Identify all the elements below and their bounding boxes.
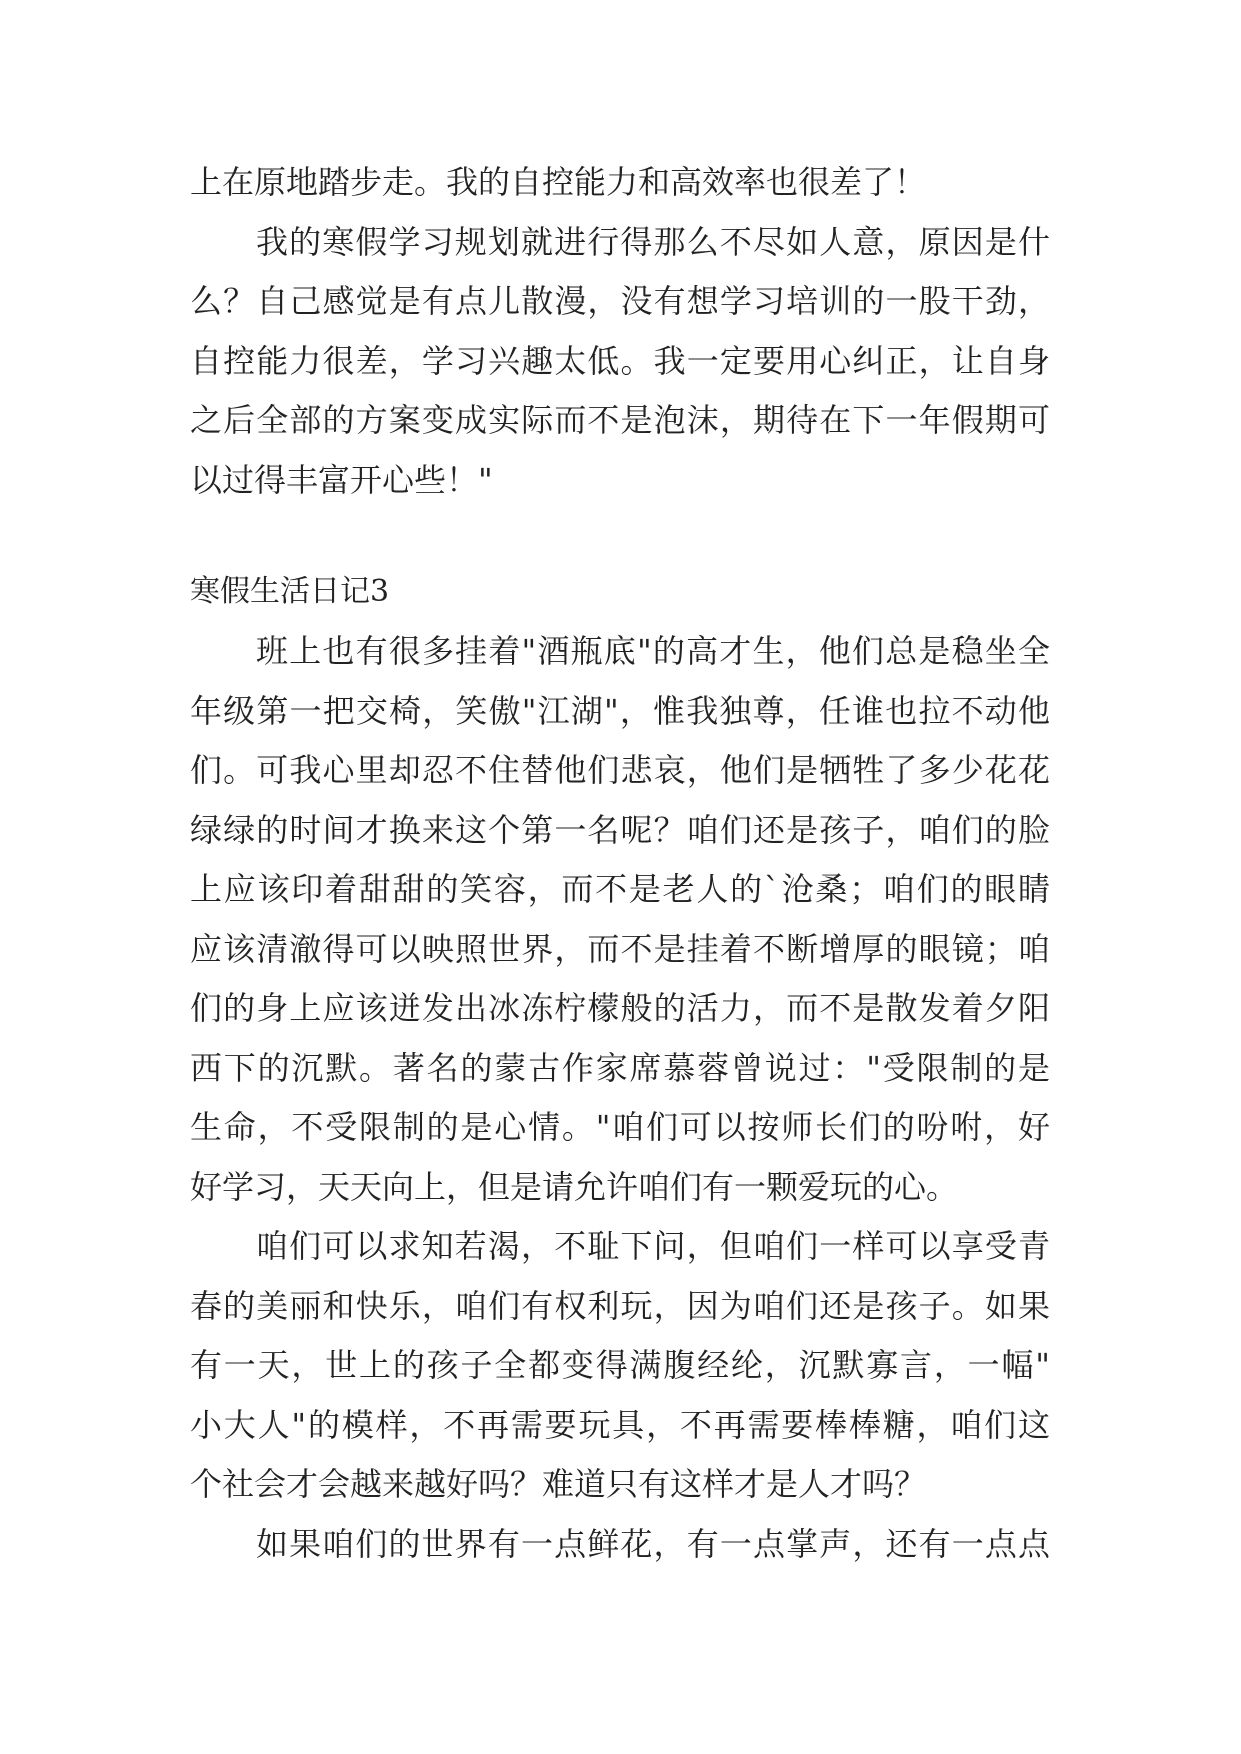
- top-paragraphs: [190, 153, 1050, 510]
- paragraph-line: 生命，不受限制的是心情。"咱们可以按师长们的吩咐，好: [190, 1108, 1050, 1146]
- paragraph-line: 好学习，天天向上，但是请允许咱们有一颗爱玩的心。: [190, 1167, 959, 1206]
- paragraph-line: 们的身上应该迸发出冰冻柠檬般的活力，而不是散发着夕阳: [190, 989, 1050, 1027]
- paragraph-line: 春的美丽和快乐，咱们有权利玩，因为咱们还是孩子。如果: [190, 1286, 1050, 1325]
- paragraph-line: 上应该印着甜甜的笑容，而不是老人的`沧桑；咱们的眼睛: [190, 870, 1050, 908]
- paragraph-line: 咱们可以求知若渴，不耻下问，但咱们一样可以享受青: [256, 1227, 1050, 1265]
- paragraph-line: 以过得丰富开心些！": [190, 460, 493, 499]
- paragraph-line: 年级第一把交椅，笑傲"江湖"，惟我独尊，任谁也拉不动他: [190, 691, 1050, 730]
- paragraph-line: 个社会才会越来越好吗？难道只有这样才是人才吗？: [190, 1465, 927, 1503]
- paragraph-line: 小大人"的模样，不再需要玩具，不再需要棒棒糖，咱们这: [190, 1405, 1050, 1444]
- paragraph-line: 班上也有很多挂着"酒瓶底"的高才生，他们总是稳坐全: [256, 632, 1050, 670]
- paragraph-line: 我的寒假学习规划就进行得那么不尽如人意，原因是什: [256, 222, 1050, 261]
- paragraph-line: 自控能力很差，学习兴趣太低。我一定要用心纠正，让自身: [190, 341, 1050, 380]
- paragraph-line: 们。可我心里却忍不住替他们悲哀，他们是牺牲了多少花花: [190, 751, 1050, 789]
- paragraph-line: 绿绿的时间才换来这个第一名呢？咱们还是孩子，咱们的脸: [190, 810, 1050, 849]
- section-heading: 寒假生活日记3: [190, 574, 390, 609]
- bottom-paragraphs: [190, 622, 1050, 1574]
- paragraph-line: 上在原地踏步走。我的自控能力和高效率也很差了！: [190, 163, 927, 201]
- paragraph-line: 如果咱们的世界有一点鲜花，有一点掌声，还有一点点: [256, 1524, 1050, 1563]
- paragraph-line: 西下的沉默。著名的蒙古作家席慕蓉曾说过："受限制的是: [190, 1048, 1050, 1087]
- paragraph-line: 应该清澈得可以映照世界，而不是挂着不断增厚的眼镜；咱: [190, 929, 1050, 968]
- paragraph-line: 有一天，世上的孩子全都变得满腹经纶，沉默寡言，一幅": [190, 1346, 1050, 1384]
- paragraph-line: 之后全部的方案变成实际而不是泡沫，期待在下一年假期可: [190, 401, 1050, 439]
- paragraph-line: 么？自己感觉是有点儿散漫，没有想学习培训的一股干劲，: [190, 282, 1050, 320]
